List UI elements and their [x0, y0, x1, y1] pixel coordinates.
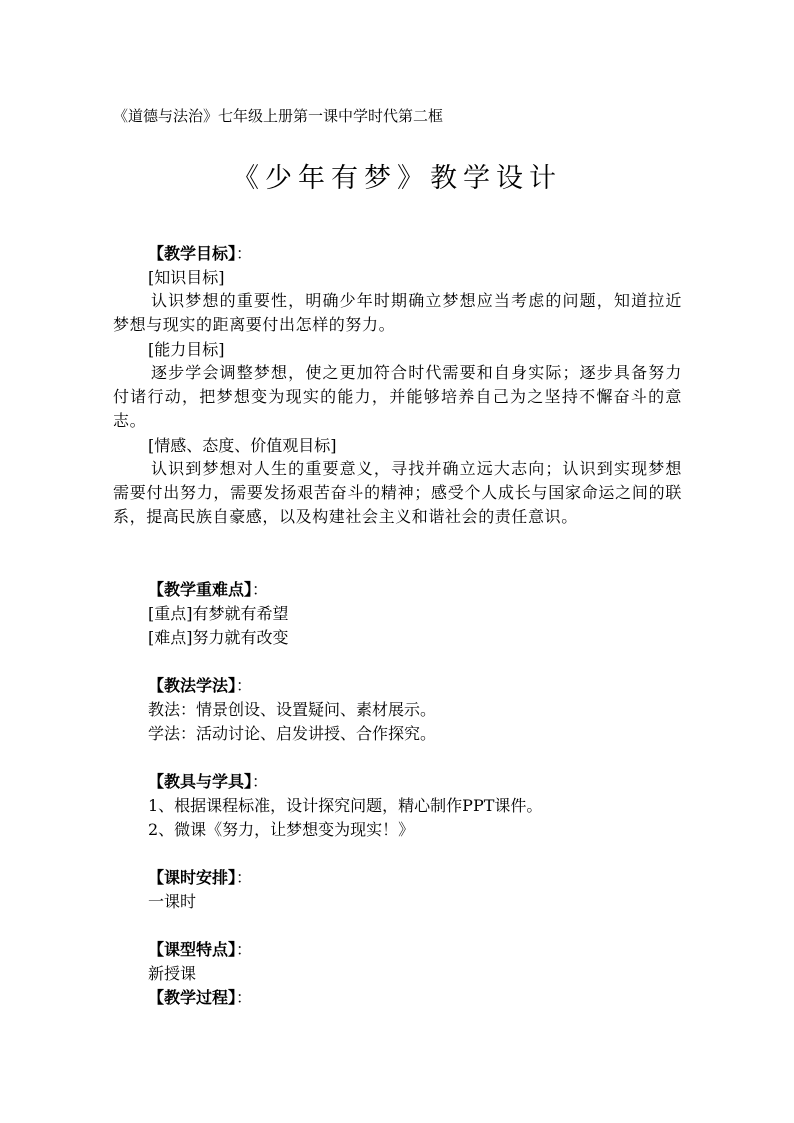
tools-item-1: 1、根据课程标准，设计探究问题，精心制作PPT课件。: [148, 796, 543, 815]
section-heading-objectives: [148, 241, 252, 264]
heading-text: 【教学目标】: [148, 244, 237, 263]
ability-goal-text: 逐步学会调整梦想，使之更加符合时代需要和自身实际；逐步具备努力付诸行动，把梦想变为现实的能力，并能够培养自己为之坚持不懈奋斗的意志。: [113, 363, 682, 430]
heading-colon: ：: [236, 676, 253, 695]
section-heading-lesson-type: [148, 937, 252, 960]
heading-colon: ：: [236, 988, 253, 1007]
lesson-type-text: 新授课: [148, 964, 197, 983]
tools-item-2: 2、微课《努力，让梦想变为现实！》: [148, 820, 415, 839]
learning-method: 学法：活动讨论、启发讲授、合作探究。: [148, 724, 437, 743]
key-point-focus: [重点]有梦就有希望: [148, 604, 289, 623]
section-heading-methods: [148, 673, 252, 696]
emotion-goal-text: 认识到梦想对人生的重要意义，寻找并确立远大志向；认识到实现梦想需要付出努力，需要发扬艰苦奋斗的精神；感受个人成长与国家命运之间的联系，提高民族自豪感，以及构建社会主义和谐社会的责任意识。: [113, 459, 682, 526]
heading-text: 【课型特点】: [148, 940, 237, 959]
heading-colon: ：: [236, 244, 253, 263]
section-heading-schedule: [148, 865, 252, 888]
knowledge-goal-label: [知识目标]: [148, 268, 225, 287]
emotion-goal-label: [情感、态度、价值观目标]: [148, 436, 337, 455]
heading-text: 【教法学法】: [148, 676, 237, 695]
teaching-method: 教法：情景创设、设置疑问、素材展示。: [148, 700, 437, 719]
document-title: 《少年有梦》教学设计: [232, 163, 562, 194]
heading-text: 【课时安排】: [148, 868, 237, 887]
document-subtitle: 《道德与法治》七年级上册第一课中学时代第二框: [113, 107, 444, 125]
heading-text: 【教学过程】: [148, 988, 237, 1007]
schedule-text: 一课时: [148, 892, 197, 911]
ability-goal-label: [能力目标]: [148, 340, 225, 359]
section-heading-key-points: [148, 577, 268, 600]
heading-text: 【教具与学具】: [148, 772, 253, 791]
key-point-difficulty: [难点]努力就有改变: [148, 628, 289, 647]
heading-colon: ：: [236, 940, 253, 959]
heading-text: 【教学重难点】: [148, 580, 253, 599]
knowledge-goal-text: 认识梦想的重要性，明确少年时期确立梦想应当考虑的问题，知道拉近梦想与现实的距离要付出怎样的努力。: [113, 291, 682, 334]
heading-colon: ：: [236, 868, 253, 887]
heading-colon: ：: [252, 772, 269, 791]
section-heading-tools: [148, 769, 268, 792]
section-heading-process: [148, 985, 252, 1008]
heading-colon: ：: [252, 580, 269, 599]
